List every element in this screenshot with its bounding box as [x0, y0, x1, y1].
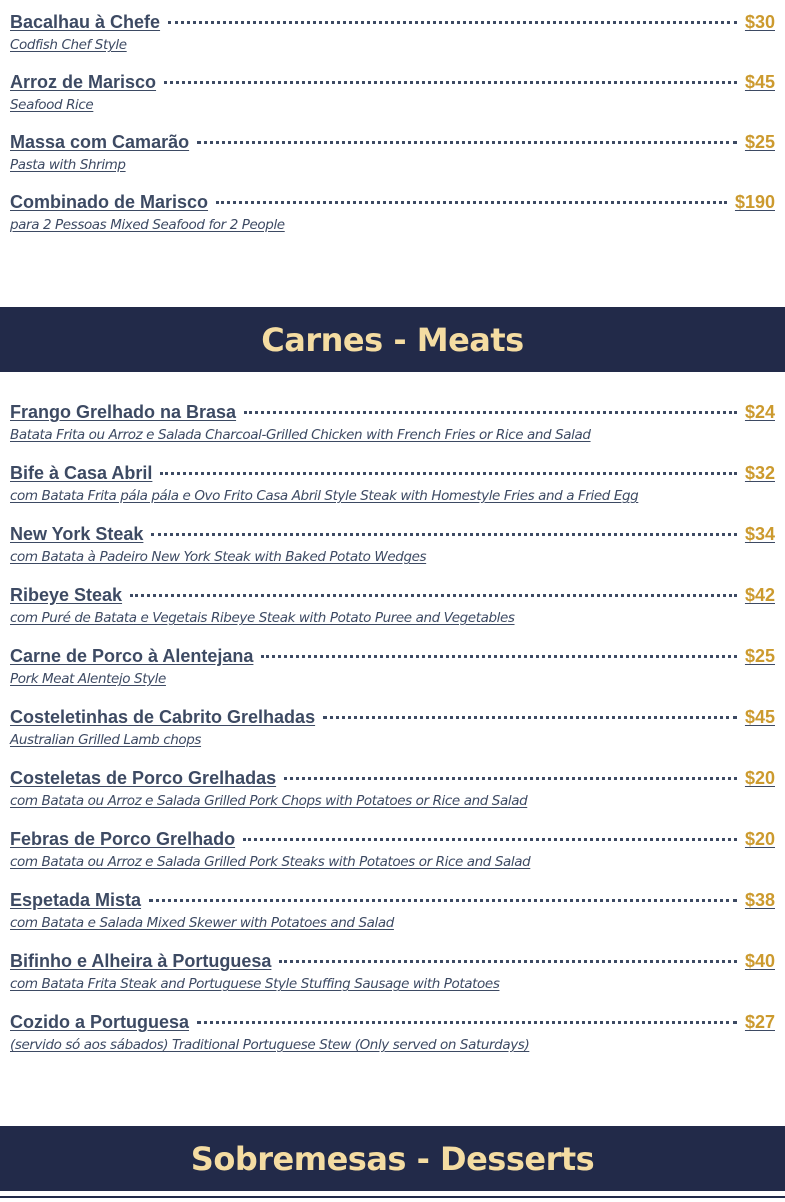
menu-item-price-link[interactable]: $24	[744, 402, 775, 422]
dotted-leader	[261, 655, 737, 658]
menu-item-name-link[interactable]: Costeletas de Porco Grelhadas	[10, 768, 277, 788]
menu-item-name-link[interactable]: Bacalhau à Chefe	[10, 12, 161, 32]
menu-item-description: (servido só aos sábados) Traditional Portuguese Stew (Only served on Saturdays)	[10, 1037, 530, 1053]
dotted-leader	[284, 777, 737, 780]
menu-item	[10, 402, 775, 463]
dotted-leader	[164, 81, 737, 84]
menu-item-description: com Puré de Batata e Vegetais Ribeye Steak with Potato Puree and Vegetables	[10, 610, 515, 626]
menu-item-name-link[interactable]: Combinado de Marisco	[10, 192, 209, 212]
dotted-leader	[160, 472, 737, 475]
dotted-leader	[244, 411, 737, 414]
menu-item-price-link[interactable]: $20	[744, 768, 775, 788]
dotted-leader	[151, 533, 737, 536]
menu-item-price-link[interactable]: $25	[744, 646, 775, 666]
menu-item-description: para 2 Pessoas Mixed Seafood for 2 People	[10, 217, 285, 233]
menu-item-name-link[interactable]: New York Steak	[10, 524, 144, 544]
menu-item-name-link[interactable]: Ribeye Steak	[10, 585, 123, 605]
menu-item	[10, 829, 775, 890]
menu-item-name-link[interactable]: Febras de Porco Grelhado	[10, 829, 236, 849]
menu-item-description: Batata Frita ou Arroz e Salada Charcoal-Grilled Chicken with French Fries or Rice and Salad	[10, 427, 591, 443]
seafood-menu-list	[0, 12, 785, 252]
menu-item-description: com Batata e Salada Mixed Skewer with Potatoes and Salad	[10, 915, 394, 931]
menu-item-price-link[interactable]: $45	[744, 707, 775, 727]
dotted-leader	[216, 201, 727, 204]
menu-item-description: com Batata ou Arroz e Salada Grilled Pork Steaks with Potatoes or Rice and Salad	[10, 854, 531, 870]
menu-item-price-link[interactable]: $45	[744, 72, 775, 92]
menu-item	[10, 1012, 775, 1073]
section-title: Sobremesas - Desserts	[190, 1139, 595, 1178]
menu-item-description: Pasta with Shrimp	[10, 157, 126, 173]
menu-item-price-link[interactable]: $38	[744, 890, 775, 910]
menu-item-name-link[interactable]: Arroz de Marisco	[10, 72, 157, 92]
menu-item-description: Seafood Rice	[10, 97, 94, 113]
menu-item-name-link[interactable]: Massa com Camarão	[10, 132, 190, 152]
menu-item	[10, 192, 775, 252]
section-title: Carnes - Meats	[261, 320, 524, 359]
menu-item	[10, 463, 775, 524]
meats-menu-list	[0, 402, 785, 1073]
menu-item-description: com Batata ou Arroz e Salada Grilled Pork Chops with Potatoes or Rice and Salad	[10, 793, 528, 809]
menu-item-description: com Batata Frita Steak and Portuguese Style Stuffing Sausage with Potatoes	[10, 976, 500, 992]
menu-item-price-link[interactable]: $20	[744, 829, 775, 849]
menu-item	[10, 132, 775, 192]
menu-item	[10, 585, 775, 646]
divider	[0, 1196, 785, 1198]
menu-item-description: com Batata à Padeiro New York Steak with Baked Potato Wedges	[10, 549, 427, 565]
dotted-leader	[130, 594, 737, 597]
menu-item-price-link[interactable]: $42	[744, 585, 775, 605]
menu-item	[10, 707, 775, 768]
menu-item-price-link[interactable]: $30	[744, 12, 775, 32]
dotted-leader	[168, 21, 737, 24]
menu-item-name-link[interactable]: Espetada Mista	[10, 890, 142, 910]
menu-item-price-link[interactable]: $34	[744, 524, 775, 544]
menu-item-description: com Batata Frita pála pála e Ovo Frito Casa Abril Style Steak with Homestyle Fries and a Fried Egg	[10, 488, 639, 504]
dotted-leader	[149, 899, 737, 902]
menu-item-name-link[interactable]: Costeletinhas de Cabrito Grelhadas	[10, 707, 316, 727]
menu-item	[10, 646, 775, 707]
menu-item-name-link[interactable]: Frango Grelhado na Brasa	[10, 402, 237, 422]
menu-item-description: Pork Meat Alentejo Style	[10, 671, 166, 687]
menu-item	[10, 890, 775, 951]
menu-item-description: Australian Grilled Lamb chops	[10, 732, 202, 748]
menu-item-price-link[interactable]: $25	[744, 132, 775, 152]
dotted-leader	[323, 716, 737, 719]
section-banner-meats	[0, 307, 785, 372]
menu-item-name-link[interactable]: Bifinho e Alheira à Portuguesa	[10, 951, 272, 971]
menu-item-price-link[interactable]: $32	[744, 463, 775, 483]
menu-item-name-link[interactable]: Cozido a Portuguesa	[10, 1012, 190, 1032]
dotted-leader	[279, 960, 737, 963]
menu-item-price-link[interactable]: $190	[734, 192, 775, 212]
section-banner-desserts	[0, 1126, 785, 1191]
menu-item	[10, 524, 775, 585]
dotted-leader	[197, 141, 737, 144]
menu-item	[10, 768, 775, 829]
menu-item	[10, 12, 775, 72]
dotted-leader	[197, 1021, 737, 1024]
menu-item-price-link[interactable]: $27	[744, 1012, 775, 1032]
dotted-leader	[243, 838, 737, 841]
menu-item-description: Codfish Chef Style	[10, 37, 127, 53]
menu-item-price-link[interactable]: $40	[744, 951, 775, 971]
menu-item-name-link[interactable]: Bife à Casa Abril	[10, 463, 153, 483]
menu-item	[10, 951, 775, 1012]
menu-item-name-link[interactable]: Carne de Porco à Alentejana	[10, 646, 254, 666]
menu-item	[10, 72, 775, 132]
